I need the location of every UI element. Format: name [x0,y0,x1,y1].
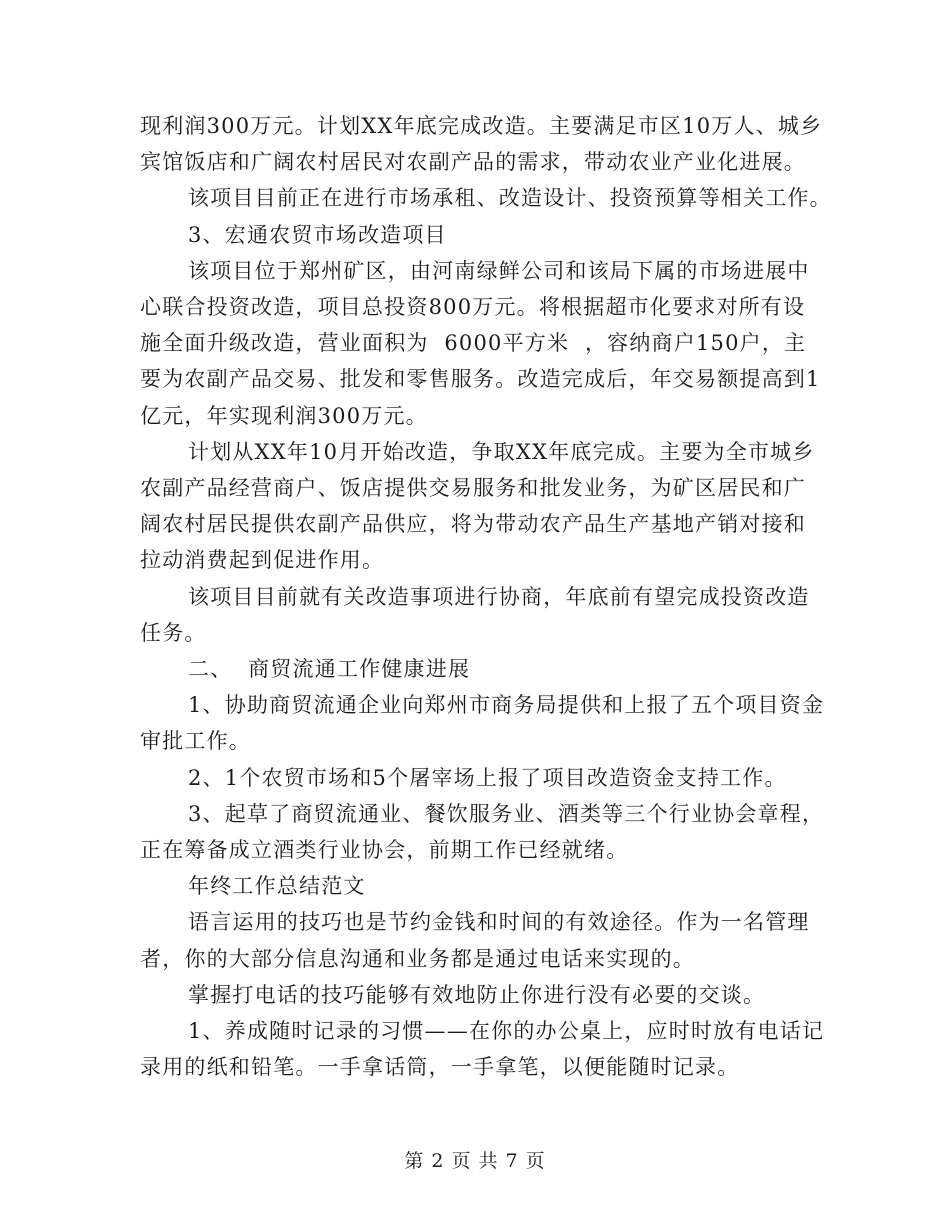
text-line: 者，你的大部分信息沟通和业务都是通过电话来实现的。 [140,946,695,971]
page-number-footer: 第 2 页 共 7 页 [404,1150,546,1172]
text-line: 审批工作。 [140,729,251,754]
text-line: 要为农副产品交易、批发和零售服务。改造完成后，年交易额提高到1 [140,367,821,392]
text-line: 施全面升级改造，营业面积为 6000平方米 ，容纳商户150户，主 [140,331,807,356]
text-line: 3、起草了商贸流通业、餐饮服务业、酒类等三个行业协会章程， [188,801,825,826]
text-line: 宾馆饭店和广阔农村居民对农副产品的需求，带动农业产业化进展。 [140,150,806,175]
text-line: 计划从XX年10月开始改造，争取XX年底完成。主要为全市城乡 [188,439,815,464]
text-line: 拉动消费起到促进作用。 [140,548,385,573]
text-line: 农副产品经营商户、饭店提供交易服务和批发业务，为矿区居民和广 [140,476,806,501]
text-line: 现利润300万元。计划XX年底完成改造。主要满足市区10万人、城乡 [140,114,823,138]
text-line: 录用的纸和铅笔。一手拿话筒，一手拿笔，以便能随时记录。 [140,1055,740,1080]
text-line: 该项目目前正在进行市场承租、改造设计、投资预算等相关工作。 [188,186,832,211]
text-line: 阔农村居民提供农副产品供应，将为带动农产品生产基地产销对接和 [140,512,806,537]
text-line: 任务。 [140,620,207,645]
section-heading: 年终工作总结范文 [188,874,366,899]
text-line: 掌握打电话的技巧能够有效地防止你进行没有必要的交谈。 [188,982,766,1007]
text-line: 2、1个农贸市场和5个屠宰场上报了项目改造资金支持工作。 [188,765,787,790]
text-line: 该项目目前就有关改造事项进行协商，年底前有望完成投资改造 [188,584,810,609]
section-heading: 3、宏通农贸市场改造项目 [188,222,447,247]
text-line: 正在筹备成立酒类行业协会，前期工作已经就绪。 [140,838,629,863]
section-heading: 二、 商贸流通工作健康进展 [188,657,471,682]
text-line: 该项目位于郑州矿区，由河南绿鲜公司和该局下属的市场进展中 [188,258,810,283]
text-line: 1、养成随时记录的习惯——在你的办公桌上，应时时放有电话记 [188,1019,825,1044]
text-line: 1、协助商贸流通企业向郑州市商务局提供和上报了五个项目资金 [188,693,825,718]
text-line: 心联合投资改造，项目总投资800万元。将根据超市化要求对所有设 [140,295,806,320]
document-body [140,108,832,1085]
text-line: 语言运用的技巧也是节约金钱和时间的有效途径。作为一名管理 [188,910,810,935]
text-line: 亿元，年实现利润300万元。 [140,403,428,428]
